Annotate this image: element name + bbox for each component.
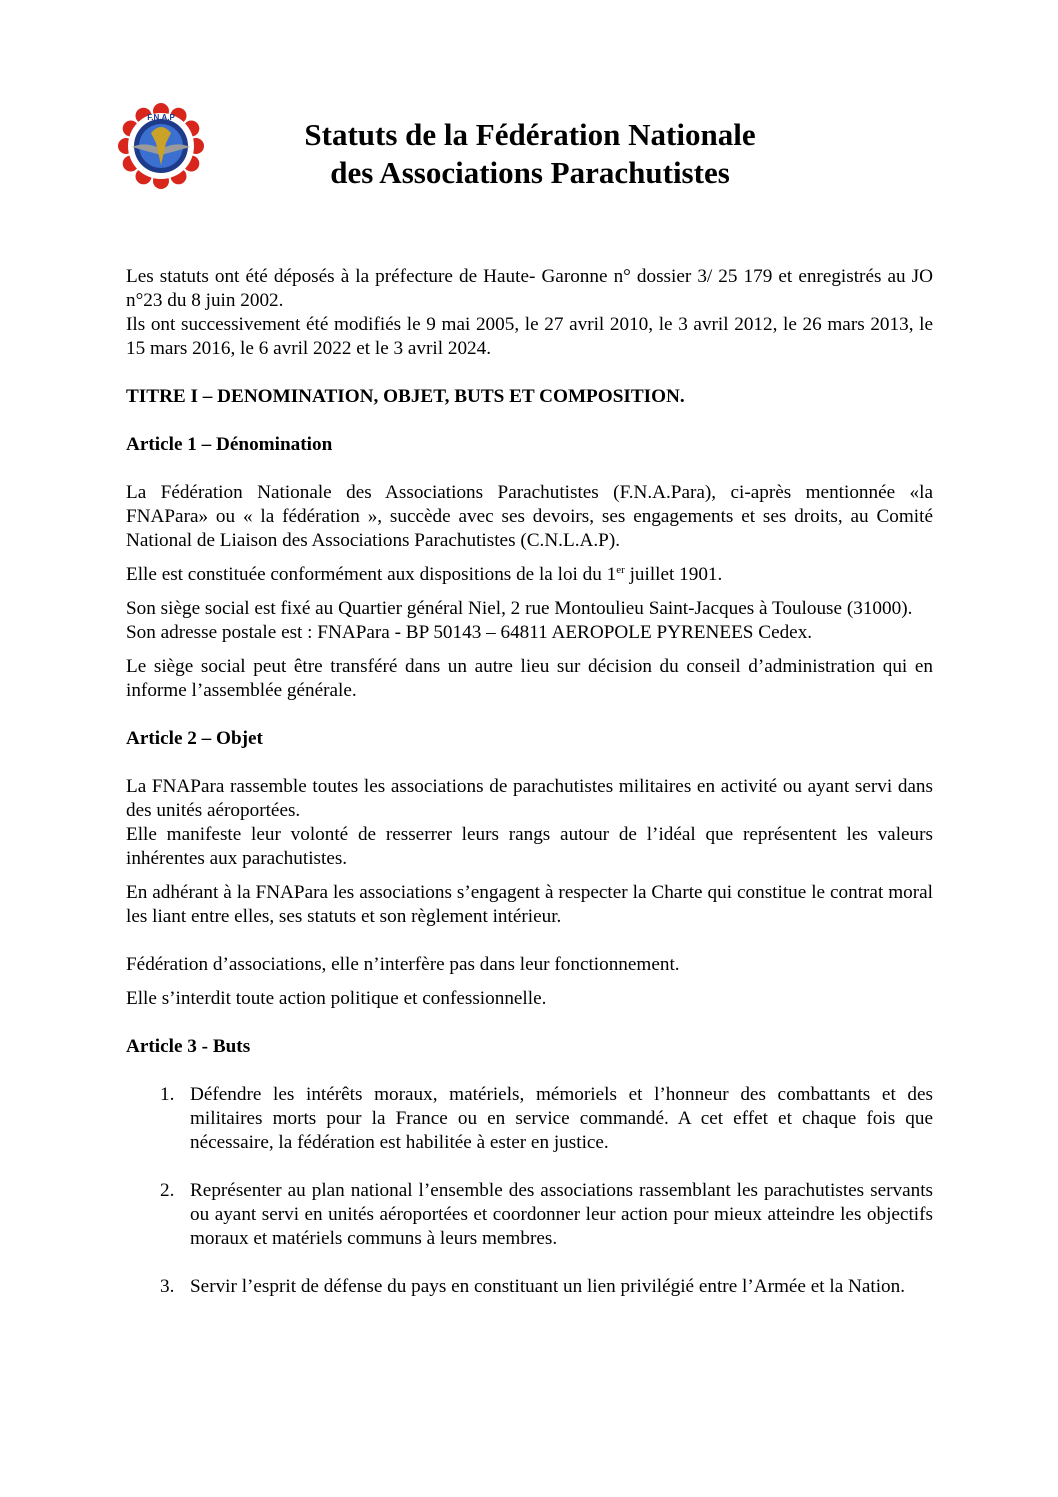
article-1-paragraph-4: Le siège social peut être transféré dans un autre lieu sur décision du conseil d’administration qui en informe l’assemblée générale. xyxy=(126,656,933,701)
article-1-paragraph-2-end: juillet 1901. xyxy=(624,564,723,585)
article-3-list xyxy=(126,1083,933,1299)
fnap-logo xyxy=(118,103,204,189)
title-line-2: des Associations Parachutistes xyxy=(330,155,730,190)
article-1-paragraph-2-text: Elle est constituée conformément aux dispositions de la loi du 1 xyxy=(126,564,617,585)
document-title xyxy=(250,116,810,192)
list-item xyxy=(126,1179,933,1251)
article-2-paragraph-3: Fédération d’associations, elle n’interfère pas dans leur fonctionnement. xyxy=(126,954,680,975)
title-line-1: Statuts de la Fédération Nationale xyxy=(304,117,756,152)
article-2-paragraph-1: La FNAPara rassemble toutes les associations de parachutistes militaires en activité ou ayant servi dans des unités aéroportées. xyxy=(126,776,933,821)
article-2-paragraph-4: Elle s’interdit toute action politique et confessionnelle. xyxy=(126,988,547,1009)
logo-lettering: F.N.A.P xyxy=(147,113,175,122)
titre-heading: TITRE I – DENOMINATION, OBJET, BUTS ET COMPOSITION. xyxy=(126,386,685,407)
article-1-heading: Article 1 – Dénomination xyxy=(126,434,333,455)
article-2-heading: Article 2 – Objet xyxy=(126,728,263,749)
list-item-number: 2. xyxy=(160,1180,175,1201)
article-2-paragraph-1b: Elle manifeste leur volonté de resserrer leurs rangs autour de l’idéal que représentent les valeurs inhérentes aux parachutistes. xyxy=(126,824,933,869)
list-item-text: Représenter au plan national l’ensemble des associations rassemblant les parachutistes servants ou ayant servi en unités aéroportées et coordonner leur action pour mieux atteindre les objectifs moraux et matériels communs à leurs membres. xyxy=(190,1180,933,1249)
article-1-paragraph-2 xyxy=(126,563,933,587)
list-item-number: 3. xyxy=(160,1276,175,1297)
document-body xyxy=(126,265,933,1323)
list-item xyxy=(126,1275,933,1299)
intro-paragraph-2: Ils ont successivement été modifiés le 9 mai 2005, le 27 avril 2010, le 3 avril 2012, le 26 mars 2013, le 15 mars 2016, le 6 avril 2022 et le 3 avril 2024. xyxy=(126,314,933,359)
list-item xyxy=(126,1083,933,1155)
article-2-paragraph-2: En adhérant à la FNAPara les associations s’engagent à respecter la Charte qui constitue le contrat moral les liant entre elles, ses statuts et son règlement intérieur. xyxy=(126,882,933,927)
list-item-text: Défendre les intérêts moraux, matériels, mémoriels et l’honneur des combattants et des militaires morts pour la France ou en service commandé. A cet effet et chaque fois que nécessaire, la fédération est habilitée à ester en justice. xyxy=(190,1084,933,1153)
list-item-number: 1. xyxy=(160,1084,175,1105)
article-1-paragraph-1: La Fédération Nationale des Associations Parachutistes (F.N.A.Para), ci-après mentionnée «la FNAPara» ou « la fédération », succède avec ses devoirs, ses engagements et ses droits, au Comité National de Liaison des Associations Parachutistes (C.N.L.A.P). xyxy=(126,482,933,551)
article-1-paragraph-3b: Son adresse postale est : FNAPara - BP 50143 – 64811 AEROPOLE PYRENEES Cedex. xyxy=(126,622,813,643)
list-item-text: Servir l’esprit de défense du pays en constituant un lien privilégié entre l’Armée et la Nation. xyxy=(190,1276,906,1297)
article-3-heading: Article 3 - Buts xyxy=(126,1036,251,1057)
article-1-paragraph-3: Son siège social est fixé au Quartier général Niel, 2 rue Montoulieu Saint-Jacques à Toulouse (31000). xyxy=(126,598,913,619)
intro-paragraph-1: Les statuts ont été déposés à la préfecture de Haute- Garonne n° dossier 3/ 25 179 et enregistrés au JO n°23 du 8 juin 2002. xyxy=(126,266,933,311)
ordinal-superscript: er xyxy=(616,564,625,576)
